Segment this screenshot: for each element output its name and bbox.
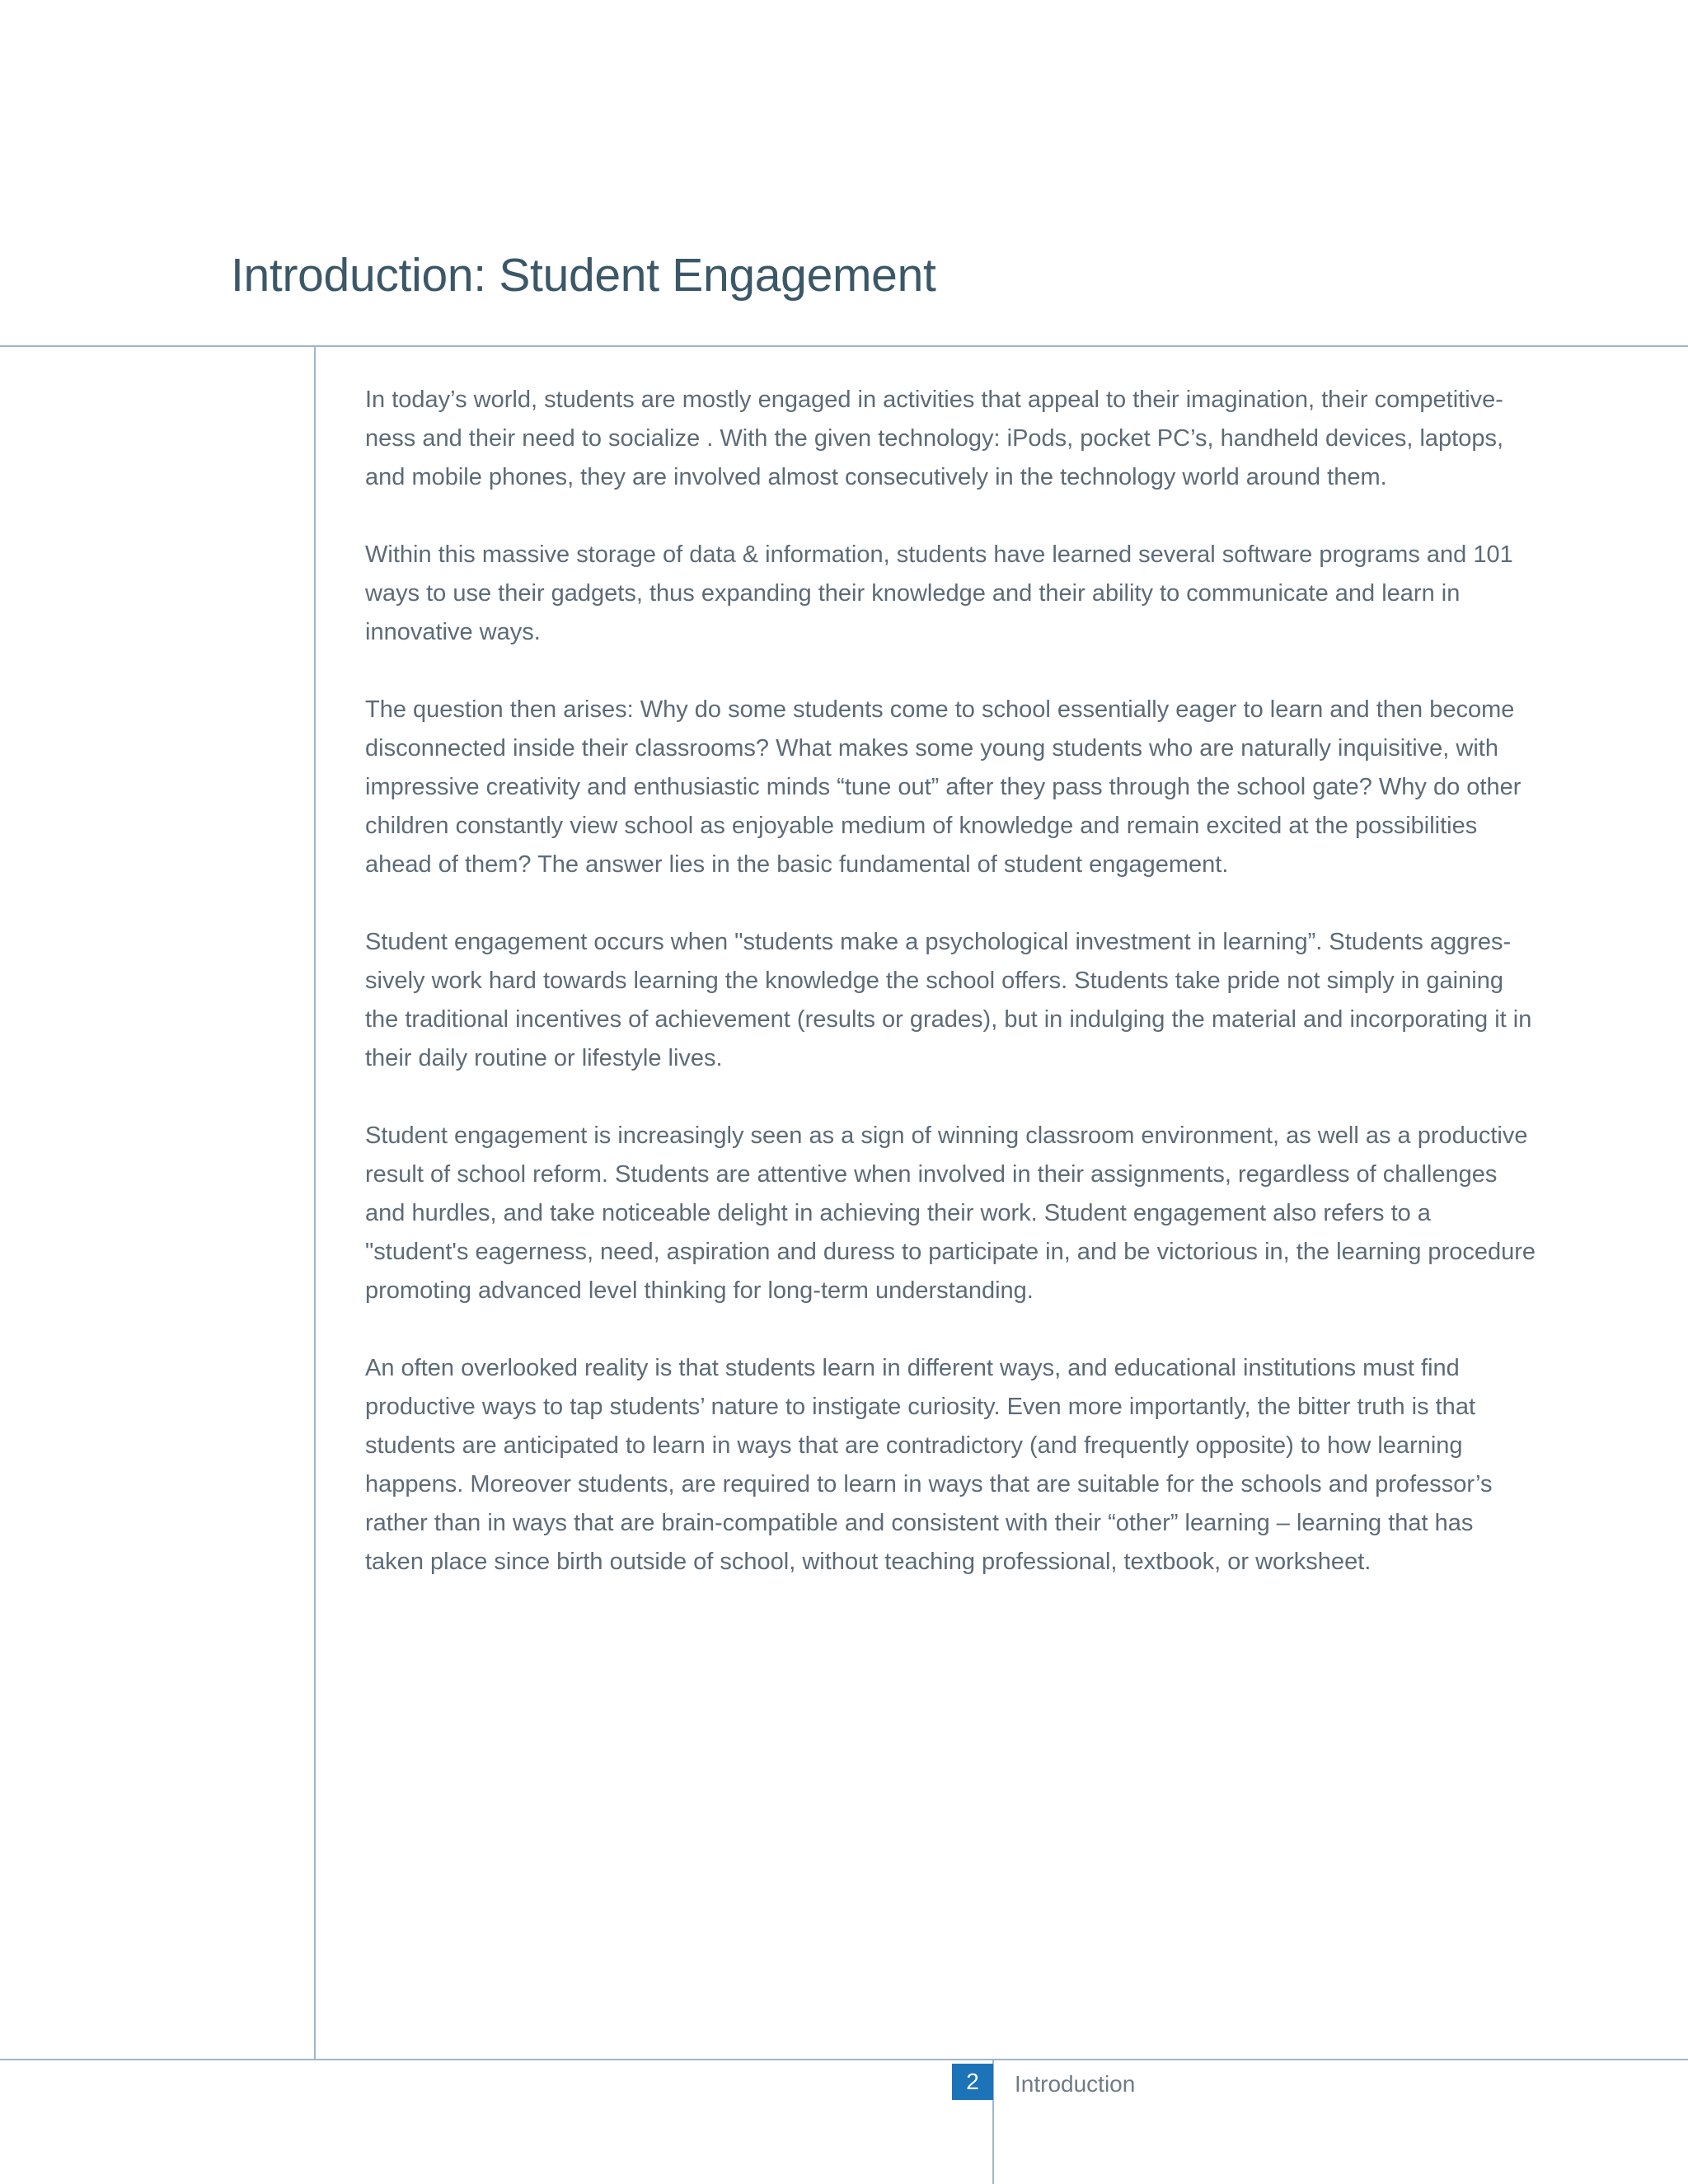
paragraph-4: Student engagement occurs when "students make a psychological investment in learning”. Students aggres-sively work hard towards learning the knowledge the school offers. Students take pride not simply in gaining the traditional incentives of achievement (results or grades), but in indulging the material and incorporating it in their daily routine or lifestyle lives. bbox=[365, 929, 1532, 1071]
paragraph-5: Student engagement is increasingly seen as a sign of winning classroom environment, as well as a productive result of school reform. Students are attentive when involved in their assignments, regardless of challenges and hurdles, and take noticeable delight in achieving their work. Student engagement also refers to a "student's eagerness, need, aspiration and duress to participate in, and be victorious in, the learning procedure promoting advanced level thinking for long-term understanding. bbox=[365, 1122, 1536, 1304]
page-number-badge: 2 bbox=[952, 2064, 993, 2100]
body-text bbox=[365, 381, 1536, 1620]
paragraph-6: An often overlooked reality is that students learn in different ways, and educational institutions must find productive ways to tap students’ nature to instigate curiosity. Even more importantly, the bitter truth is that students are anticipated to learn in ways that are contradictory (and frequently opposite) to how learning happens. Moreover students, are required to learn in ways that are suitable for the schools and professor’s rather than in ways that are brain-compatible and consistent with their “other” learning – learning that has taken place since birth outside of school, without teaching professional, textbook, or worksheet. bbox=[365, 1355, 1493, 1575]
margin-divider bbox=[314, 346, 316, 2060]
page-title: Introduction: Student Engagement bbox=[231, 249, 936, 302]
paragraph-1: In today’s world, students are mostly engaged in activities that appeal to their imagination, their competitive-ness and their need to socialize . With the given technology: iPods, pocket PC’s, handheld devices, laptops, and mobile phones, they are involved almost consecutively in the technology world around them. bbox=[365, 387, 1504, 490]
footer-divider bbox=[0, 2059, 1688, 2060]
paragraph-3: The question then arises: Why do some students come to school essentially eager to learn and then become disconnected inside their classrooms? What makes some young students who are naturally inquisitive, with impressive creativity and enthusiastic minds “tune out” after they pass through the school gate? Why do other children constantly view school as enjoyable medium of knowledge and remain excited at the possibilities ahead of them? The answer lies in the basic fundamental of student engagement. bbox=[365, 696, 1522, 878]
paragraph-2: Within this massive storage of data & information, students have learned several software programs and 101 ways to use their gadgets, thus expanding their knowledge and their ability to communicate and learn in innovative ways. bbox=[365, 541, 1513, 645]
header-divider bbox=[0, 345, 1688, 347]
footer-section-label: Introduction bbox=[1015, 2071, 1136, 2097]
